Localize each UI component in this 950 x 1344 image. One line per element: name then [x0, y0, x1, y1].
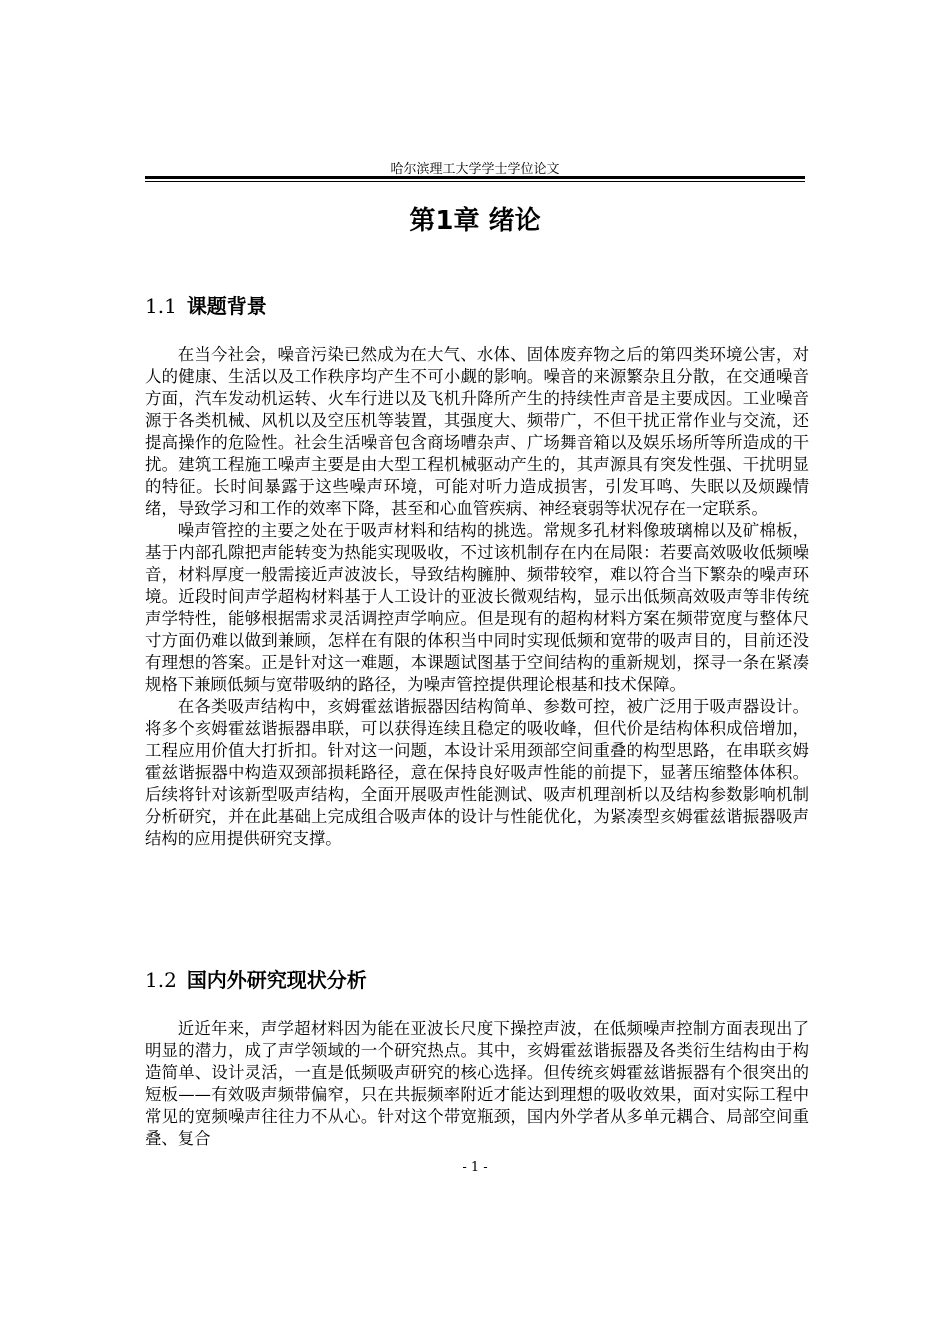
section-title-text: 国内外研究现状分析 — [186, 968, 367, 992]
paragraph: 近近年来，声学超材料因为能在亚波长尺度下操控声波，在低频噪声控制方面表现出了明显的潜力，成了声学领域的一个研究热点。其中，亥姆霍兹谐振器及各类衍生结构由于构造简单、设计灵活，一直是低频吸声研究的核心选择。但传统亥姆霍兹谐振器有个很突出的短板——有效吸声频带偏窄，只在共振频率附近才能达到理想的吸收效果，面对实际工程中常见的宽频噪声往往力不从心。针对这个带宽瓶颈，国内外学者从多单元耦合、局部空间重叠、复合 — [145, 1019, 809, 1148]
chapter-title: 第1章 绪论 — [409, 206, 541, 236]
paragraph: 在各类吸声结构中，亥姆霍兹谐振器因结构简单、参数可控，被广泛用于吸声器设计。将多个亥姆霍兹谐振器串联，可以获得连续且稳定的吸收峰，但代价是结构体积成倍增加，工程应用价值大打折扣。针对这一问题，本设计采用颈部空间重叠的构型思路，在串联亥姆霍兹谐振器中构造双颈部损耗路径，意在保持良好吸声性能的前提下，显著压缩整体体积。后续将针对该新型吸声结构，全面开展吸声性能测试、吸声机理剖析以及结构参数影响机制分析研究，并在此基础上完成组合吸声体的设计与性能优化，为紧凑型亥姆霍兹谐振器吸声结构的应用提供研究支撑。 — [145, 697, 809, 848]
section-heading-1-1 — [145, 290, 267, 319]
header-double-rule — [145, 176, 805, 182]
section-title-text: 课题背景 — [186, 294, 267, 318]
section-1-1-body — [145, 344, 809, 850]
paragraph: 噪声管控的主要之处在于吸声材料和结构的挑选。常规多孔材料像玻璃棉以及矿棉板，基于内部孔隙把声能转变为热能实现吸收，不过该机制存在内在局限：若要高效吸收低频噪音，材料厚度一般需接近声波波长，导致结构臃肿、频带较窄，难以符合当下繁杂的噪声环境。近段时间声学超构材料基于人工设计的亚波长微观结构，显示出低频高效吸声等非传统声学特性，能够根据需求灵活调控声学响应。但是现有的超构材料方案在频带宽度与整体尺寸方面仍难以做到兼顾，怎样在有限的体积当中同时实现低频和宽带的吸声目的，目前还没有理想的答案。正是针对这一难题，本课题试图基于空间结构的重新规划，探寻一条在紧凑规格下兼顾低频与宽带吸纳的路径，为噪声管控提供理论根基和技术保障。 — [145, 521, 809, 694]
section-heading-1-2 — [145, 964, 367, 993]
section-number: 1.1 — [145, 294, 177, 318]
running-header: 哈尔滨理工大学学士学位论文 — [390, 162, 560, 177]
paragraph: 在当今社会，噪音污染已然成为在大气、水体、固体废弃物之后的第四类环境公害，对人的健康、生活以及工作秩序均产生不可小觑的影响。噪音的来源繁杂且分散，在交通噪音方面，汽车发动机运转、火车行进以及飞机升降所产生的持续性声音是主要成因。工业噪音源于各类机械、风机以及空压机等装置，其强度大、频带广，不但干扰正常作业与交流，还提高操作的危险性。社会生活噪音包含商场嘈杂声、广场舞音箱以及娱乐场所等所造成的干扰。建筑工程施工噪声主要是由大型工程机械驱动产生的，其声源具有突发性强、干扰明显的特征。长时间暴露于这些噪声环境，可能对听力造成损害，引发耳鸣、失眠以及烦躁情绪，导致学习和工作的效率下降，甚至和心血管疾病、神经衰弱等状况存在一定联系。 — [145, 345, 809, 518]
page-number: - 1 - — [462, 1160, 488, 1175]
section-1-2-body — [145, 1018, 809, 1150]
section-number: 1.2 — [145, 968, 177, 992]
